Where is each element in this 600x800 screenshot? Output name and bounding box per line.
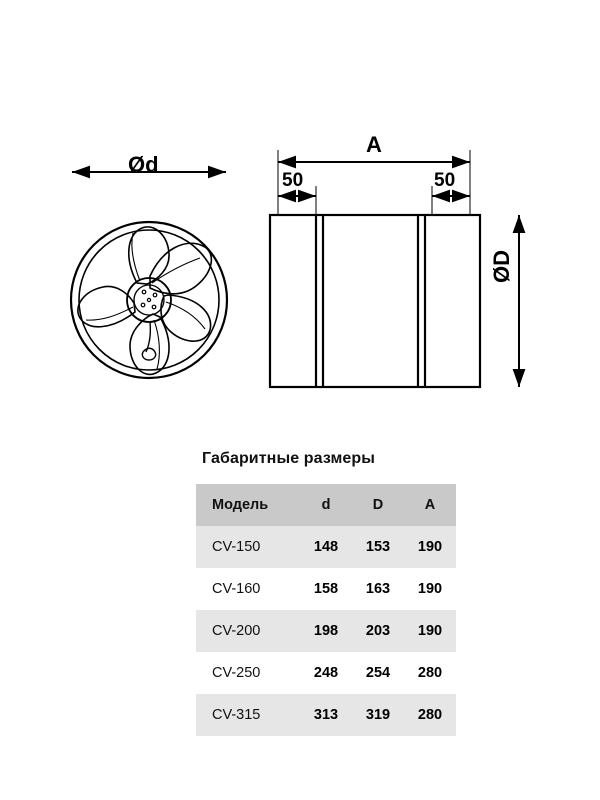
- dimensions-table: [196, 484, 456, 736]
- table-header-row: [196, 484, 456, 526]
- cell-D: 254: [365, 665, 391, 681]
- cell-model: CV-250: [212, 665, 261, 681]
- cell-model: CV-160: [212, 581, 261, 597]
- label-flange-right: 50: [434, 170, 456, 191]
- cell-D: 163: [365, 581, 391, 597]
- cell-A: 190: [417, 539, 443, 555]
- cell-D: 319: [365, 707, 391, 723]
- column-header-model: Модель: [196, 484, 300, 526]
- fan-blades: [78, 227, 211, 374]
- table-row: [196, 652, 456, 694]
- cell-A: 190: [417, 623, 443, 639]
- cell-d: 148: [313, 539, 339, 555]
- cell-d: 198: [313, 623, 339, 639]
- label-length-a: A: [366, 132, 382, 157]
- dimensions-section: [196, 450, 456, 736]
- table-row: [196, 610, 456, 652]
- table-row: [196, 568, 456, 610]
- cell-D: 203: [365, 623, 391, 639]
- cell-d: 248: [313, 665, 339, 681]
- cell-d: 313: [313, 707, 339, 723]
- label-flange-left: 50: [282, 170, 304, 191]
- fan-hub-screws: [141, 290, 157, 309]
- table-row: [196, 694, 456, 736]
- cell-D: 153: [365, 539, 391, 555]
- side-view-group: [270, 150, 519, 387]
- cell-A: 190: [417, 581, 443, 597]
- column-header-A: A: [404, 484, 456, 526]
- table-title: Габаритные размеры: [202, 450, 376, 467]
- cell-model: CV-200: [212, 623, 261, 639]
- label-diameter-d: Ød: [128, 152, 159, 177]
- duct-body-rect: [270, 215, 480, 387]
- cell-d: 158: [313, 581, 339, 597]
- column-header-D: D: [352, 484, 404, 526]
- fan-inner-ring: [79, 230, 219, 370]
- column-header-d: d: [300, 484, 352, 526]
- cell-model: CV-315: [212, 707, 261, 723]
- fan-mount-bracket: [142, 322, 155, 360]
- front-view-group: [71, 172, 227, 378]
- label-diameter-big-d: ØD: [489, 250, 514, 283]
- cell-model: CV-150: [212, 539, 261, 555]
- cell-A: 280: [417, 665, 443, 681]
- table-row: [196, 526, 456, 568]
- fan-hub-inner: [134, 285, 164, 315]
- cell-A: 280: [417, 707, 443, 723]
- fan-blade-details: [86, 233, 205, 369]
